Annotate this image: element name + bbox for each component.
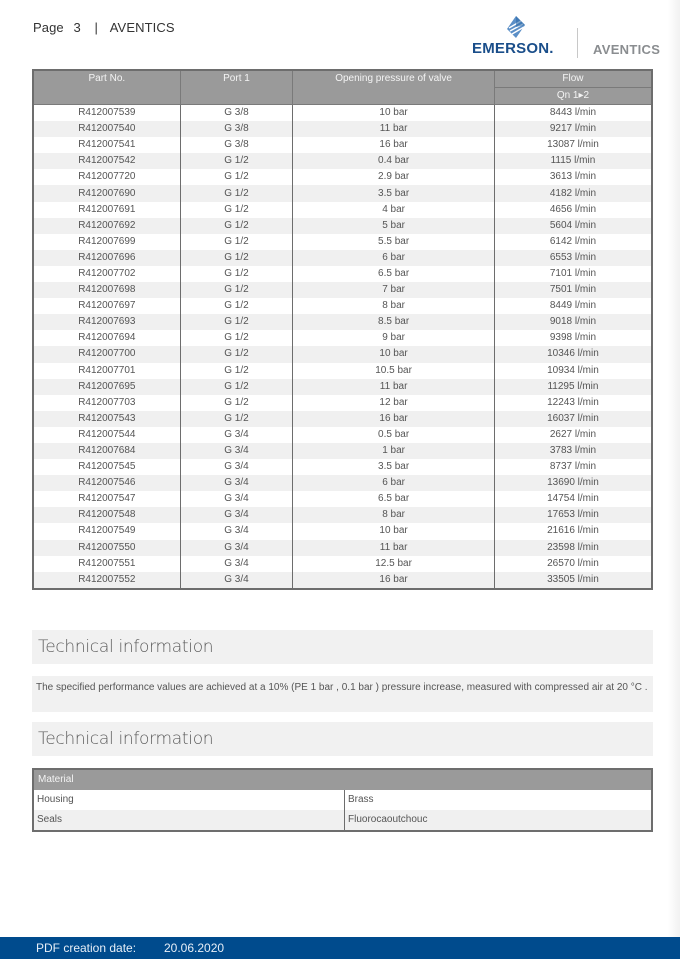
part-number-cell: R412007544 [33, 427, 180, 443]
part-number-cell: R412007545 [33, 459, 180, 475]
page-number: 3 [73, 20, 81, 35]
table-row [33, 507, 652, 523]
page-label: Page [33, 20, 64, 35]
table-row [33, 459, 652, 475]
port-cell: G 1/2 [180, 330, 293, 346]
flow-cell: 16037 l/min [494, 411, 652, 427]
part-number-cell: R412007542 [33, 153, 180, 169]
port-cell: G 3/4 [180, 523, 293, 539]
table-row [33, 475, 652, 491]
logo-divider [577, 28, 578, 58]
pdf-creation-date: 20.06.2020 [164, 941, 225, 955]
port-cell: G 1/2 [180, 314, 293, 330]
part-number-cell: R412007698 [33, 282, 180, 298]
opening-pressure-cell: 5 bar [293, 218, 495, 234]
material-label: Housing [33, 790, 345, 810]
table-row [33, 105, 652, 122]
part-number-cell: R412007543 [33, 411, 180, 427]
flow-cell: 8449 l/min [494, 298, 652, 314]
port-cell: G 3/4 [180, 443, 293, 459]
flow-cell: 3783 l/min [494, 443, 652, 459]
flow-cell: 7101 l/min [494, 266, 652, 282]
port-cell: G 3/8 [180, 105, 293, 122]
opening-pressure-cell: 0.5 bar [293, 427, 495, 443]
opening-pressure-cell: 6.5 bar [293, 266, 495, 282]
part-number-cell: R412007541 [33, 137, 180, 153]
port-cell: G 3/4 [180, 459, 293, 475]
header-port: Port 1 [180, 70, 293, 105]
opening-pressure-cell: 12.5 bar [293, 556, 495, 572]
port-cell: G 1/2 [180, 379, 293, 395]
part-number-cell: R412007694 [33, 330, 180, 346]
flow-cell: 6142 l/min [494, 234, 652, 250]
flow-cell: 8443 l/min [494, 105, 652, 122]
table-row [33, 250, 652, 266]
aventics-wordmark: AVENTICS [593, 42, 661, 57]
port-cell: G 1/2 [180, 218, 293, 234]
table-row [33, 363, 652, 379]
flow-cell: 13087 l/min [494, 137, 652, 153]
port-cell: G 1/2 [180, 153, 293, 169]
port-cell: G 1/2 [180, 298, 293, 314]
port-cell: G 3/4 [180, 491, 293, 507]
table-row [33, 218, 652, 234]
port-cell: G 3/4 [180, 556, 293, 572]
table-row [33, 169, 652, 185]
opening-pressure-cell: 8 bar [293, 507, 495, 523]
flow-cell: 17653 l/min [494, 507, 652, 523]
table-row [33, 137, 652, 153]
port-cell: G 1/2 [180, 266, 293, 282]
material-row [33, 790, 652, 810]
header-part-no: Part No. [33, 70, 180, 105]
part-number-cell: R412007691 [33, 202, 180, 218]
port-cell: G 3/8 [180, 121, 293, 137]
opening-pressure-cell: 3.5 bar [293, 459, 495, 475]
flow-cell: 7501 l/min [494, 282, 652, 298]
table-row [33, 202, 652, 218]
table-row [33, 298, 652, 314]
port-cell: G 1/2 [180, 250, 293, 266]
part-number-cell: R412007684 [33, 443, 180, 459]
header-separator: | [94, 20, 99, 35]
opening-pressure-cell: 2.9 bar [293, 169, 495, 185]
flow-cell: 13690 l/min [494, 475, 652, 491]
flow-cell: 8737 l/min [494, 459, 652, 475]
opening-pressure-cell: 5.5 bar [293, 234, 495, 250]
flow-cell: 1115 l/min [494, 153, 652, 169]
table-row [33, 411, 652, 427]
flow-cell: 11295 l/min [494, 379, 652, 395]
table-row [33, 185, 652, 201]
opening-pressure-cell: 4 bar [293, 202, 495, 218]
table-row [33, 234, 652, 250]
flow-cell: 6553 l/min [494, 250, 652, 266]
port-cell: G 3/4 [180, 427, 293, 443]
header-flow-qn: Qn 1▸2 [494, 88, 652, 105]
material-label: Seals [33, 810, 345, 831]
material-header: Material [33, 769, 652, 790]
opening-pressure-cell: 11 bar [293, 121, 495, 137]
table-row [33, 427, 652, 443]
opening-pressure-cell: 8.5 bar [293, 314, 495, 330]
table-row [33, 121, 652, 137]
part-number-cell: R412007547 [33, 491, 180, 507]
opening-pressure-cell: 16 bar [293, 572, 495, 589]
opening-pressure-cell: 10 bar [293, 105, 495, 122]
emerson-logo-icon [506, 16, 526, 38]
port-cell: G 3/8 [180, 137, 293, 153]
flow-cell: 3613 l/min [494, 169, 652, 185]
table-row [33, 572, 652, 589]
part-number-cell: R412007546 [33, 475, 180, 491]
section-heading-technical-information: Technical information [32, 630, 653, 664]
opening-pressure-cell: 10.5 bar [293, 363, 495, 379]
part-number-cell: R412007690 [33, 185, 180, 201]
header-opening-pressure: Opening pressure of valve [293, 70, 495, 105]
opening-pressure-cell: 11 bar [293, 379, 495, 395]
flow-cell: 4656 l/min [494, 202, 652, 218]
page-edge-shade [668, 0, 680, 937]
part-number-cell: R412007692 [33, 218, 180, 234]
port-cell: G 3/4 [180, 572, 293, 589]
part-number-cell: R412007695 [33, 379, 180, 395]
pdf-creation-label: PDF creation date: [36, 941, 137, 955]
part-number-cell: R412007699 [33, 234, 180, 250]
table-row [33, 379, 652, 395]
opening-pressure-cell: 0.4 bar [293, 153, 495, 169]
part-number-cell: R412007551 [33, 556, 180, 572]
table-row [33, 491, 652, 507]
part-number-cell: R412007700 [33, 346, 180, 362]
flow-cell: 21616 l/min [494, 523, 652, 539]
opening-pressure-cell: 6.5 bar [293, 491, 495, 507]
brand-logo [472, 16, 672, 60]
opening-pressure-cell: 12 bar [293, 395, 495, 411]
port-cell: G 1/2 [180, 169, 293, 185]
part-number-cell: R412007548 [33, 507, 180, 523]
product-table-body [33, 105, 652, 589]
header-flow: Flow [494, 70, 652, 88]
flow-cell: 14754 l/min [494, 491, 652, 507]
table-row [33, 282, 652, 298]
part-number-cell: R412007539 [33, 105, 180, 122]
opening-pressure-cell: 9 bar [293, 330, 495, 346]
page-header [33, 20, 175, 35]
flow-cell: 23598 l/min [494, 540, 652, 556]
opening-pressure-cell: 8 bar [293, 298, 495, 314]
port-cell: G 1/2 [180, 202, 293, 218]
table-row [33, 443, 652, 459]
table-row [33, 523, 652, 539]
footer-bar [0, 937, 680, 959]
port-cell: G 1/2 [180, 346, 293, 362]
flow-cell: 5604 l/min [494, 218, 652, 234]
part-number-cell: R412007701 [33, 363, 180, 379]
opening-pressure-cell: 10 bar [293, 346, 495, 362]
port-cell: G 3/4 [180, 475, 293, 491]
opening-pressure-cell: 16 bar [293, 137, 495, 153]
opening-pressure-cell: 10 bar [293, 523, 495, 539]
part-number-cell: R412007696 [33, 250, 180, 266]
table-row [33, 153, 652, 169]
table-row [33, 266, 652, 282]
opening-pressure-cell: 3.5 bar [293, 185, 495, 201]
opening-pressure-cell: 6 bar [293, 475, 495, 491]
material-row [33, 810, 652, 831]
section-heading-technical-information-2: Technical information [32, 722, 653, 756]
opening-pressure-cell: 7 bar [293, 282, 495, 298]
flow-cell: 10346 l/min [494, 346, 652, 362]
product-table [32, 69, 653, 590]
opening-pressure-cell: 16 bar [293, 411, 495, 427]
part-number-cell: R412007720 [33, 169, 180, 185]
table-row [33, 540, 652, 556]
flow-cell: 4182 l/min [494, 185, 652, 201]
port-cell: G 3/4 [180, 507, 293, 523]
port-cell: G 1/2 [180, 395, 293, 411]
opening-pressure-cell: 11 bar [293, 540, 495, 556]
part-number-cell: R412007697 [33, 298, 180, 314]
flow-cell: 2627 l/min [494, 427, 652, 443]
part-number-cell: R412007540 [33, 121, 180, 137]
port-cell: G 1/2 [180, 282, 293, 298]
table-row [33, 346, 652, 362]
table-row [33, 395, 652, 411]
flow-cell: 10934 l/min [494, 363, 652, 379]
port-cell: G 3/4 [180, 540, 293, 556]
emerson-wordmark: EMERSON. [472, 40, 554, 57]
flow-cell: 9018 l/min [494, 314, 652, 330]
opening-pressure-cell: 6 bar [293, 250, 495, 266]
opening-pressure-cell: 1 bar [293, 443, 495, 459]
flow-cell: 9217 l/min [494, 121, 652, 137]
material-table [32, 768, 653, 832]
part-number-cell: R412007549 [33, 523, 180, 539]
part-number-cell: R412007702 [33, 266, 180, 282]
part-number-cell: R412007550 [33, 540, 180, 556]
port-cell: G 1/2 [180, 363, 293, 379]
table-row [33, 556, 652, 572]
flow-cell: 12243 l/min [494, 395, 652, 411]
flow-cell: 9398 l/min [494, 330, 652, 346]
table-row [33, 314, 652, 330]
part-number-cell: R412007703 [33, 395, 180, 411]
port-cell: G 1/2 [180, 185, 293, 201]
table-row [33, 330, 652, 346]
part-number-cell: R412007693 [33, 314, 180, 330]
material-value: Brass [345, 790, 653, 810]
port-cell: G 1/2 [180, 411, 293, 427]
part-number-cell: R412007552 [33, 572, 180, 589]
flow-cell: 26570 l/min [494, 556, 652, 572]
flow-cell: 33505 l/min [494, 572, 652, 589]
header-brand: AVENTICS [109, 20, 175, 35]
performance-note: The specified performance values are achieved at a 10% (PE 1 bar , 0.1 bar ) pressure increase, measured with compressed air at 20 °C . [32, 676, 653, 712]
material-value: Fluorocaoutchouc [345, 810, 653, 831]
port-cell: G 1/2 [180, 234, 293, 250]
